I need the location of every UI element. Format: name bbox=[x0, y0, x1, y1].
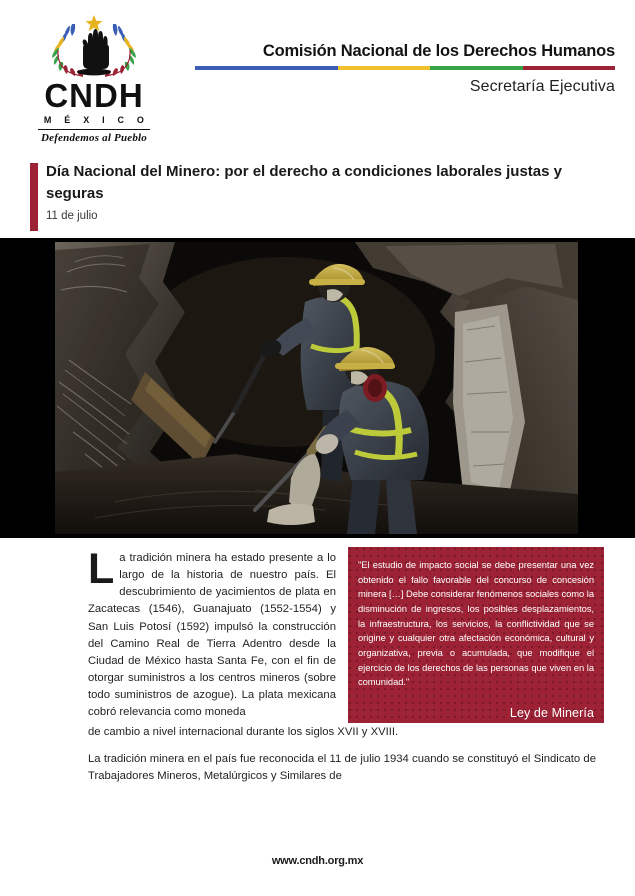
hero-photo-band bbox=[0, 238, 635, 538]
quote-source: Ley de Minería bbox=[509, 706, 594, 721]
hero-photo bbox=[55, 242, 578, 534]
rule-segment-blue bbox=[195, 66, 338, 70]
paragraph-1-tail: de cambio a nivel internacional durante los siglos XVII y XVIII. bbox=[88, 726, 399, 738]
cndh-wreath-hand-star-emblem bbox=[36, 12, 152, 78]
logo-acronym: CNDH bbox=[44, 77, 144, 114]
rule-segment-red bbox=[523, 66, 615, 70]
tricolor-rule bbox=[195, 66, 615, 70]
article-date: 11 de julio bbox=[46, 210, 98, 222]
website-url[interactable]: www.cndh.org.mx bbox=[271, 855, 364, 867]
cndh-logo[interactable] bbox=[36, 12, 152, 144]
logo-tagline: Defendemos al Pueblo bbox=[40, 132, 148, 144]
article-paragraph-2: La tradición minera en el país fue reconocida el 11 de julio 1934 cuando se constituyó el Sindicato de Trabajadores Mineros, Metalúrgicos y Similares de bbox=[88, 753, 596, 783]
page-header bbox=[0, 0, 635, 150]
page-title: Día Nacional del Minero: por el derecho a condiciones laborales justas y seguras bbox=[46, 163, 562, 202]
logo-divider bbox=[38, 129, 150, 130]
quote-article-reference: Artículo 6 BIS bbox=[533, 722, 594, 734]
header-titles bbox=[195, 42, 615, 96]
article-body-wide bbox=[88, 724, 596, 795]
mine-workers-photo bbox=[55, 242, 578, 534]
rule-segment-yellow bbox=[338, 66, 430, 70]
law-quote-callout bbox=[348, 547, 604, 734]
drop-cap: L bbox=[88, 545, 115, 593]
quote-text: "El estudio de impacto social se debe presentar una vez obtenido el fallo favorable del concurso de concesión minera […] Debe considerar fenómenos sociales como la disminución de ingresos, los posibles desplazamientos, la infraestructura, los servicios, la conflictividad que se origine y cualquier otra afectación económica, cultural y organizativa, previa o acumulada, que modifique el ejercicio de los derechos de las personas que viven en la comunidad." bbox=[358, 559, 594, 688]
article-title-block bbox=[0, 158, 635, 238]
page-footer bbox=[0, 855, 635, 867]
article-paragraph-1 bbox=[88, 545, 336, 722]
organization-subtitle: Secretaría Ejecutiva bbox=[469, 78, 615, 95]
title-accent-bar bbox=[30, 163, 38, 231]
rule-segment-green bbox=[430, 66, 522, 70]
paragraph-1-text: a tradición minera ha estado presente a lo largo de la historia de nuestro país. El descubrimiento de yacimientos de plata en Zacatecas (1546), Guanajuato (1552-1554) y San Luis Potosí (1592) impulsó la construcción del Camino Real de Tierra Adentro desde la Ciudad de México hasta Santa Fe, con el fin de otorgar suministros a los centros mineros (sobre todo suministros de azogue). La plata mexicana cobró relevancia como moneda bbox=[88, 552, 336, 719]
logo-country: M É X I C O bbox=[43, 115, 150, 125]
organization-name: Comisión Nacional de los Derechos Humanos bbox=[262, 42, 615, 60]
